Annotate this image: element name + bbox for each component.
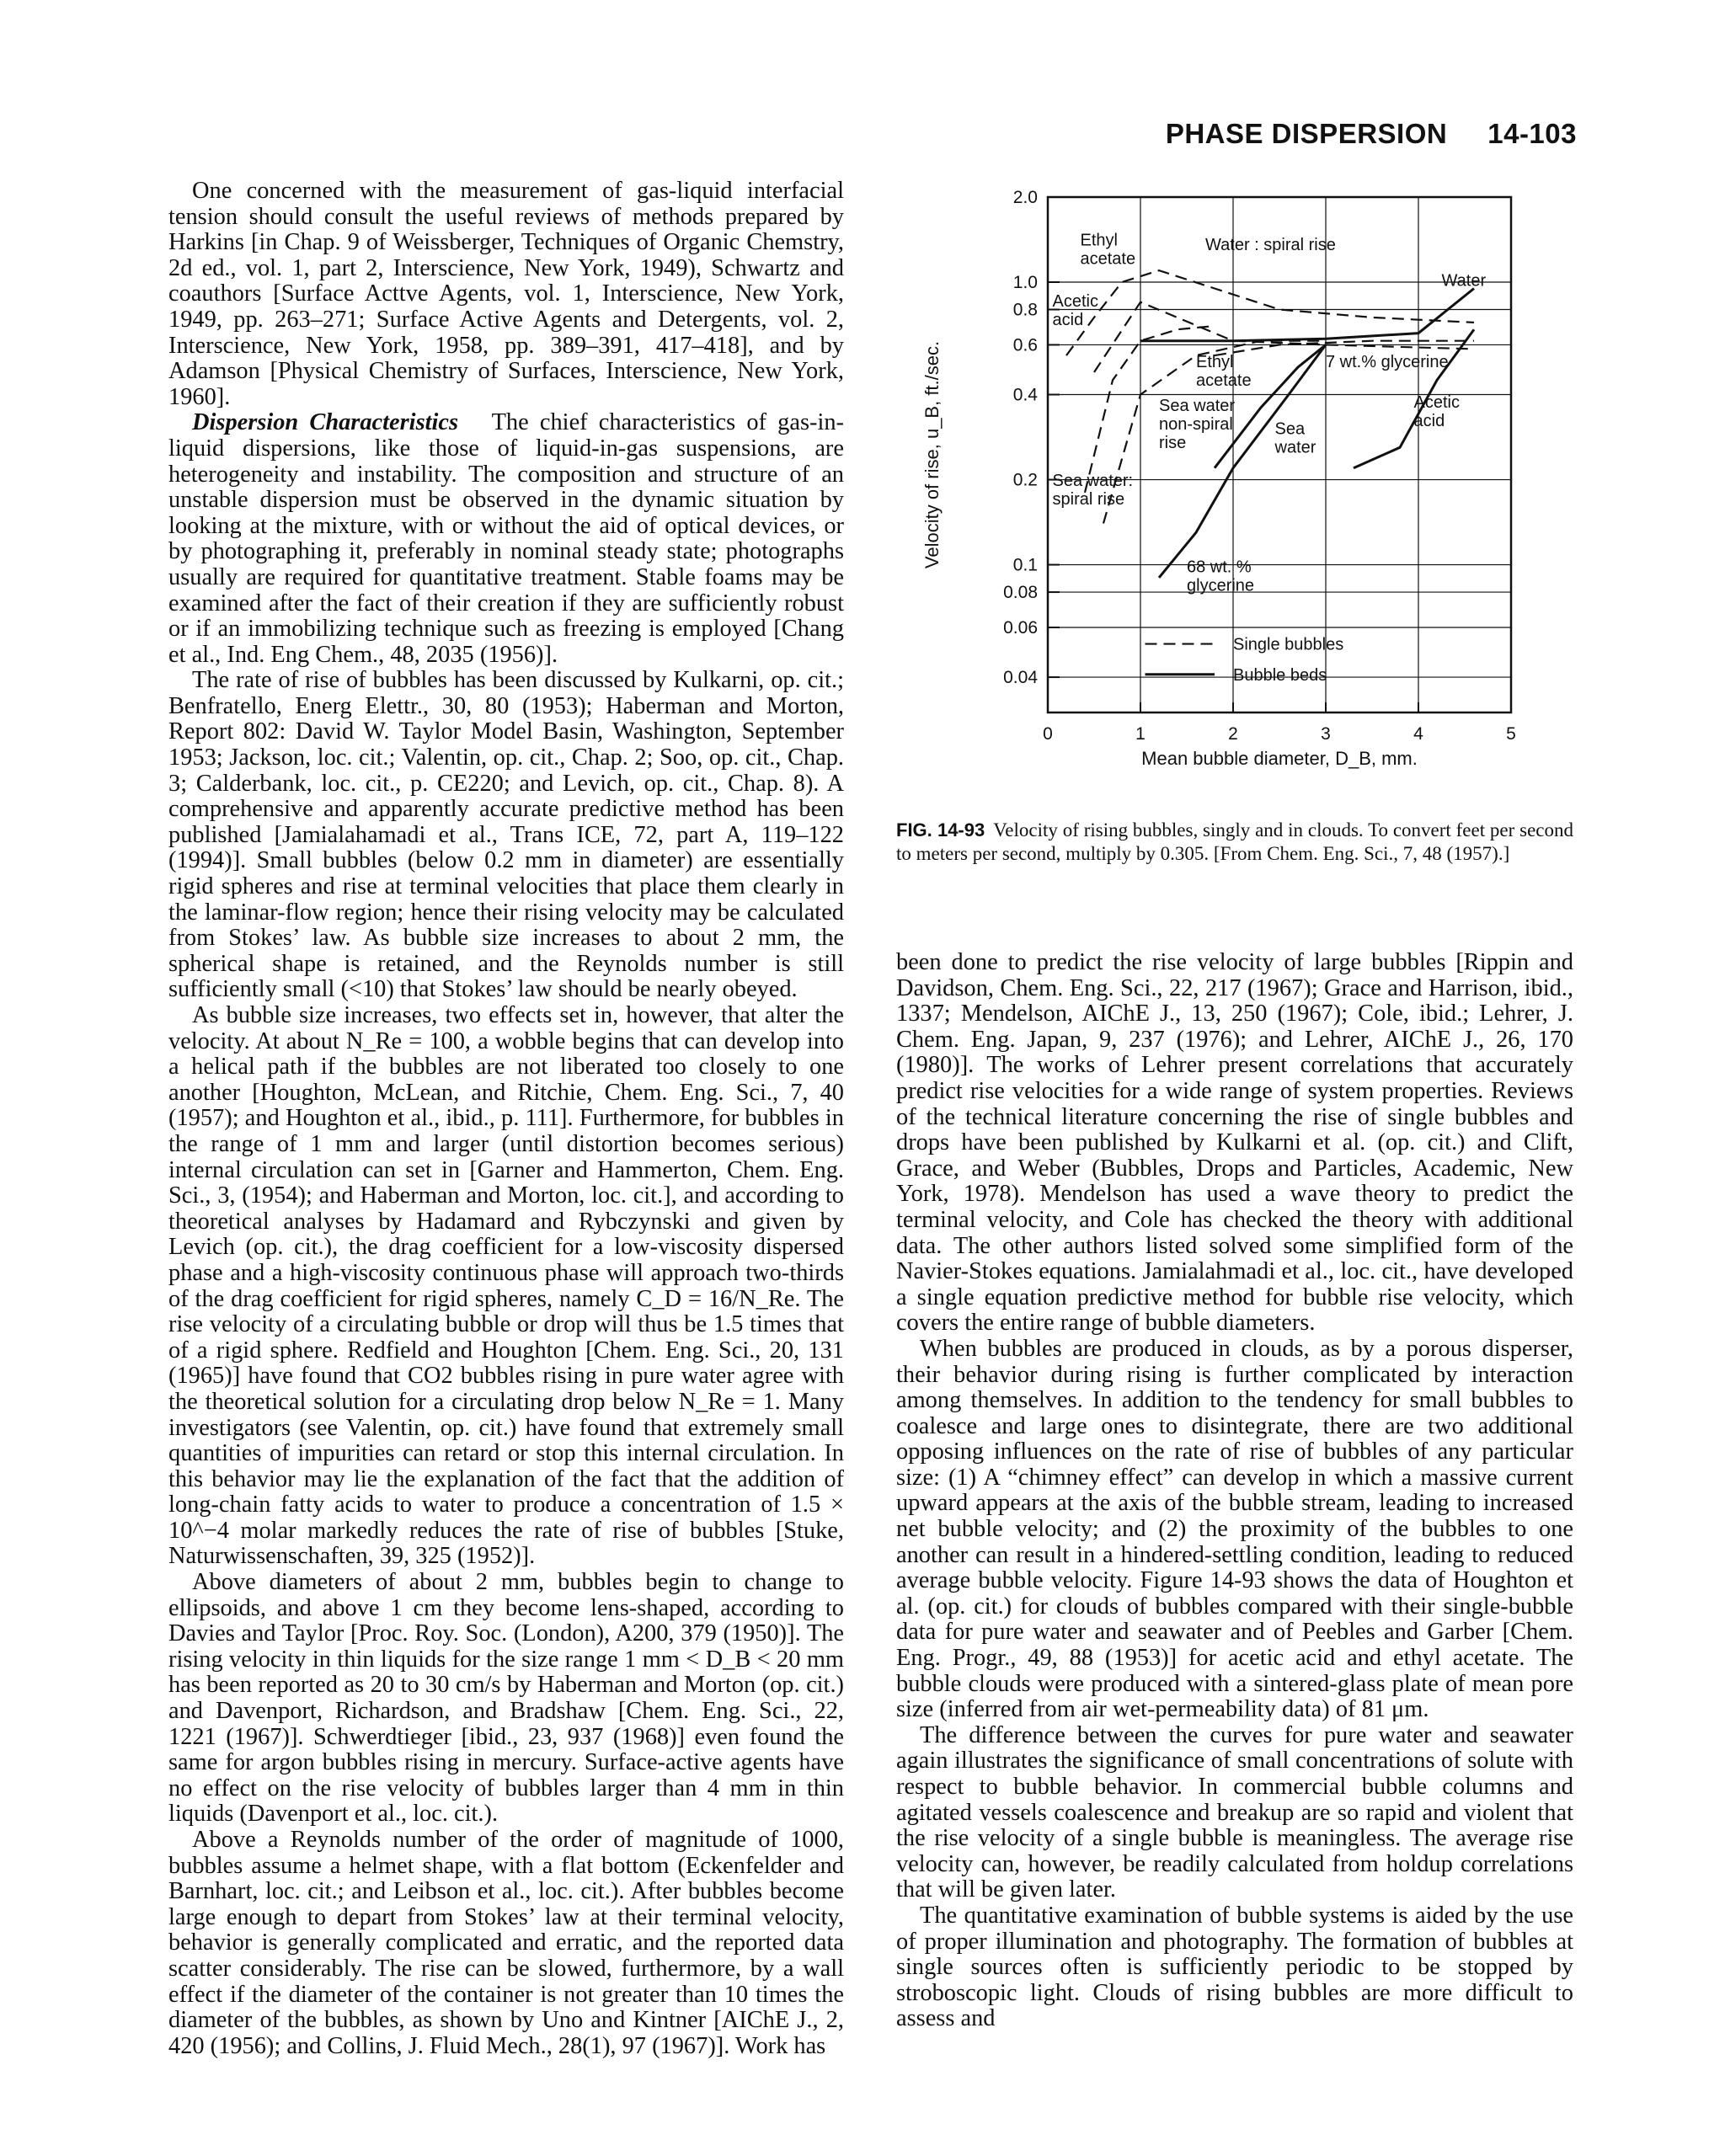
label-sea-water-nonspiral: Sea water (1159, 396, 1236, 415)
label-ethyl-acetate: Ethyl (1080, 231, 1118, 250)
x-tick-label: 0 (1043, 724, 1053, 744)
x-tick-label: 4 (1413, 724, 1423, 744)
y-axis-label: Velocity of rise, u_B, ft./sec. (921, 340, 943, 569)
label-ethyl-acetate: Ethyl (1196, 353, 1234, 372)
label-68wt-glycerine: 68 wt. % (1187, 558, 1252, 577)
y-tick-label: 0.06 (1003, 617, 1038, 638)
label-acetic-acid: acid (1413, 411, 1445, 430)
paragraph: Above diameters of about 2 mm, bubbles begin to change to ellipsoids, and above 1 cm they become lens-shaped, according to Davies and Taylor [Proc. Roy. Soc. (London), A200, 379 (1950)]. The rising velocity in thin liquids for the size range 1 mm < D_B < 20 mm has been reported as 20 to 30 cm/s by Haberman and Morton (op. cit.) and Davenport, Richardson, and Bradshaw [Chem. Eng. Sci., 22, 1221 (1967)]. Schwerdtieger [ibid., 23, 937 (1968)] even found the same for argon bubbles rising in mercury. Surface-active agents have no effect on the rise velocity of bubbles larger than 4 mm in thin liquids (Davenport et al., loc. cit.). (168, 1569, 844, 1828)
paragraph: The difference between the curves for pure water and seawater again illustrates the significance of small concentrations of solute with respect to bubble behavior. In commercial bubble columns and agitated vessels coalescence and breakup are so rapid and violent that the rise velocity of a single bubble is meaningless. The average rise velocity can, however, be readily calculated from holdup correlations that will be given later. (896, 1721, 1573, 1903)
label-acetic-acid: acid (1052, 310, 1084, 329)
x-tick-label: 1 (1135, 724, 1146, 744)
bubble-velocity-chart (896, 173, 1573, 814)
label-acetic-acid: Acetic (1052, 291, 1098, 311)
x-axis-label: Mean bubble diameter, D_B, mm. (1141, 748, 1418, 769)
label-sea-water-spiral: spiral rise (1052, 490, 1125, 510)
y-tick-label: 2.0 (1012, 188, 1038, 207)
figure-number: FIG. 14-93 (896, 819, 985, 841)
label-ethyl-acetate: acetate (1080, 249, 1136, 269)
x-tick-label: 3 (1321, 724, 1331, 744)
y-tick-label: 0.2 (1012, 470, 1038, 490)
label-sea-water-spiral: Sea water: (1052, 472, 1134, 491)
right-column (896, 950, 1573, 2032)
label-7wt-glycerine: 7 wt.% glycerine (1326, 353, 1449, 372)
run-in-heading: Dispersion Characteristics (192, 409, 459, 436)
y-tick-label: 0.1 (1012, 555, 1038, 575)
legend-single-bubbles: Single bubbles (1233, 635, 1344, 654)
figure-14-93 (896, 173, 1573, 864)
label-water-spiral: Water : spiral rise (1205, 235, 1336, 254)
paragraph: The rate of rise of bubbles has been discussed by Kulkarni, op. cit.; Benfratello, Energ Elettr., 30, 80 (1953); Haberman and Morton, Report 802: David W. Taylor Model Basin, Washington, September 1953; Jackson, loc. cit.; Valentin, op. cit., Chap. 2; Soo, op. cit., Chap. 3; Calderbank, loc. cit., p. CE220; and Levich, op. cit., Chap. 8). A comprehensive and apparently accurate predictive method has been published [Jamialahamadi et al., Trans ICE, 72, part A, 119–122 (1994)]. Small bubbles (below 0.2 mm in diameter) are essentially rigid spheres and rise at terminal velocities that place them clearly in the laminar-flow region; hence their rising velocity may be calculated from Stokes’ law. As bubble size increases to about 2 mm, the spherical shape is retained, and the Reynolds number is still sufficiently small (<10) that Stokes’ law should be nearly obeyed. (168, 667, 844, 1003)
paragraph: As bubble size increases, two effects set in, however, that alter the velocity. At about N_Re = 100, a wobble begins that can develop into a helical path if the bubbles are not liberated too closely to one another [Houghton, McLean, and Ritchie, Chem. Eng. Sci., 7, 40 (1957); and Houghton et al., ibid., p. 111]. Furthermore, for bubbles in the range of 1 mm and larger (until distortion becomes serious) internal circulation can set in [Garner and Hammerton, Chem. Eng. Sci., 3, (1954); and Haberman and Morton, loc. cit.], and according to theoretical analyses by Hadamard and Rybczynski and given by Levich (op. cit.), the drag coefficient for a low-viscosity dispersed phase and a high-viscosity continuous phase will approach two-thirds of the drag coefficient for rigid spheres, namely C_D = 16/N_Re. The rise velocity of a circulating bubble or drop will thus be 1.5 times that of a rigid sphere. Redfield and Houghton [Chem. Eng. Sci., 20, 131 (1965)] have found that CO2 bubbles rising in pure water agree with the theoretical solution for a circulating drop below N_Re = 1. Many investigators (see Valentin, op. cit.) have found that extremely small quantities of impurities can retard or stop this internal circulation. In this behavior may lie the explanation of the fact that the addition of long-chain fatty acids to water to produce a concentration of 1.5 × 10^−4 molar markedly reduces the rate of rise of bubbles [Stuke, Naturwissenschaften, 39, 325 (1952)]. (168, 1002, 844, 1570)
label-sea-water-nonspiral: rise (1159, 433, 1187, 452)
paragraph-body: The chief characteristics of gas-in-liquid dispersions, like those of liquid-in-gas suspensions, are heterogeneity and instability. The composition and structure of an unstable dispersion must be observed in the dynamic situation by looking at the mixture, with or without the aid of optical devices, or by photographing it, preferably in nominal steady state; photographs usually are required for quantitative treatment. Stable foams may be examined after the fact of their creation if they are sufficiently robust or if an immobilizing technique such as freezing is employed [Chang et al., Ind. Eng Chem., 48, 2035 (1956)]. (168, 409, 844, 668)
series-line (1066, 270, 1474, 355)
paragraph: One concerned with the measurement of gas-liquid interfacial tension should consult the useful reviews of methods prepared by Harkins [in Chap. 9 of Weissberger, Techniques of Organic Chemstry, 2d ed., vol. 1, part 2, Interscience, New York, 1949), Schwartz and coauthors [Surface Acttve Agents, vol. 1, Interscience, New York, 1949, pp. 263–271; Surface Active Agents and Detergents, vol. 2, Interscience, New York, 1958, pp. 389–391, 417–418], and by Adamson [Physical Chemistry of Surfaces, Interscience, New York, 1960]. (168, 178, 844, 410)
y-tick-label: 0.04 (1003, 668, 1038, 688)
x-tick-label: 2 (1228, 724, 1238, 744)
paragraph: been done to predict the rise velocity of large bubbles [Rippin and Davidson, Chem. Eng. Sci., 22, 217 (1967); Grace and Harrison, ibid., 1337; Mendelson, AIChE J., 13, 250 (1967); Cole, ibid.; Lehrer, J. Chem. Eng. Japan, 9, 237 (1976); and Lehrer, AIChE J., 26, 170 (1980)]. The works of Lehrer present correlations that accurately predict rise velocities for a wide range of system properties. Reviews of the technical literature concerning the rise of single bubbles and drops have been published by Kulkarni et al. (op. cit.) and Clift, Grace, and Weber (Bubbles, Drops and Particles, Academic, New York, 1978). Mendelson has used a wave theory to predict the terminal velocity, and Cole has checked the theory with additional data. The other authors listed solved some simplified form of the Navier-Stokes equations. Jamialahmadi et al., loc. cit., have developed a single equation predictive method for bubble rise velocity, which covers the entire range of bubble diameters. (896, 949, 1573, 1337)
label-sea-water: Sea (1274, 419, 1306, 439)
series-line (1140, 289, 1474, 341)
section-title: PHASE DISPERSION (1165, 118, 1448, 149)
y-tick-label: 0.6 (1012, 335, 1038, 355)
x-tick-label: 5 (1506, 724, 1516, 744)
label-68wt-glycerine: glycerine (1187, 576, 1255, 595)
label-sea-water-nonspiral: non-spiral (1159, 414, 1233, 434)
page-number: 14-103 (1487, 118, 1577, 149)
label-ethyl-acetate: acetate (1196, 371, 1252, 391)
paragraph: The quantitative examination of bubble systems is aided by the use of proper illumination and photography. The formation of bubbles at single sources often is sufficiently periodic to be stopped by stroboscopic light. Clouds of rising bubbles are more difficult to assess and (896, 1902, 1573, 2032)
legend-bubble-beds: Bubble beds (1233, 665, 1327, 685)
paragraph: Above a Reynolds number of the order of magnitude of 1000, bubbles assume a helmet shape, with a flat bottom (Eckenfelder and Barnhart, loc. cit.; and Leibson et al., loc. cit.). After bubbles become large enough to depart from Stokes’ law at their terminal velocity, behavior is generally complicated and erratic, and the reported data scatter considerably. The rise can be slowed, furthermore, by a wall effect if the diameter of the container is not greater than 10 times the diameter of the bubbles, as shown by Uno and Kintner [AIChE J., 2, 420 (1956); and Collins, J. Fluid Mech., 28(1), 97 (1967)]. Work has (168, 1827, 844, 2059)
paragraph (168, 410, 844, 668)
left-column (168, 179, 844, 2059)
label-sea-water: water (1274, 438, 1316, 457)
paragraph: When bubbles are produced in clouds, as by a porous disperser, their behavior during rising is further complicated by interaction among themselves. In addition to the tendency for small bubbles to coalesce and large ones to disintegrate, there are two additional opposing influences on the rate of rise of bubbles of any particular size: (1) A “chimney effect” can develop in which a massive current upward appears at the axis of the bubble stream, leading to increased net bubble velocity; and (2) the proximity of the bubbles to one another can result in a hindered-settling condition, leading to reduced average bubble velocity. Figure 14-93 shows the data of Houghton et al. (op. cit.) for clouds of bubbles compared with their single-bubble data for pure water and seawater and of Peebles and Garber [Chem. Eng. Progr., 49, 88 (1953)] for acetic acid and ethyl acetate. The bubble clouds were produced with a sintered-glass plate of mean pore size (inferred from air wet-permeability data) of 81 μm. (896, 1335, 1573, 1723)
y-tick-label: 0.08 (1003, 583, 1038, 603)
caption-text: Velocity of rising bubbles, singly and in clouds. To convert feet per second to meters per second, multiply by 0.305. [From Chem. Eng. Sci., 7, 48 (1957).] (896, 819, 1573, 864)
label-water: Water (1441, 271, 1487, 291)
running-head (1166, 118, 1577, 150)
y-tick-label: 0.4 (1012, 385, 1038, 405)
y-tick-label: 0.8 (1012, 300, 1038, 320)
label-acetic-acid: Acetic (1413, 392, 1460, 412)
y-tick-label: 1.0 (1012, 273, 1038, 293)
figure-caption (896, 819, 1573, 866)
